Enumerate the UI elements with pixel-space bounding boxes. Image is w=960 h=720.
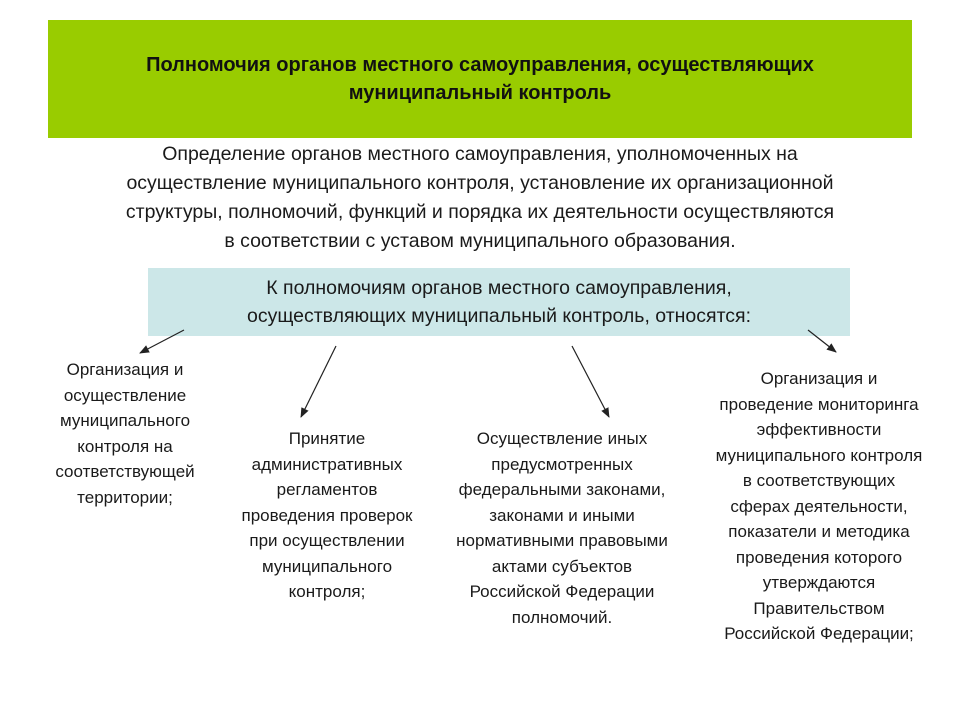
arrow-to-item-3	[572, 346, 609, 417]
title-banner	[48, 20, 912, 138]
slide-title: Полномочия органов местного самоуправления, осуществляющих муниципальный контроль	[146, 54, 814, 104]
definition-paragraph: Определение органов местного самоуправления, уполномоченных на осуществление муниципального контроля, установление их организационной структуры, полномочий, функций и порядка их деятельности осуществляются в соответствии с уставом муниципального образования.	[125, 143, 835, 252]
power-item-other-powers: Осуществление иных предусмотренных федеральными законами, законами и иными нормативными правовыми актами субъектов Российской Федерации полномочий.	[456, 429, 668, 627]
powers-heading-text: К полномочиям органов местного самоуправления, осуществляющих муниципальный контроль, относятся:	[246, 277, 752, 327]
power-item-administrative-regulations: Принятие административных регламентов проведения проверок при осуществлении муниципального контроля;	[241, 429, 413, 601]
power-item-monitoring: Организация и проведение мониторинга эффективности муниципального контроля в соответствующих сферах деятельности, показатели и методика проведения которого утверждаются Правительством Российской Федерации;	[715, 369, 923, 643]
power-item-territory-control: Организация и осуществление муниципального контроля на соответствующей территории;	[55, 360, 195, 507]
arrow-to-item-2	[301, 346, 336, 417]
powers-heading-box	[148, 268, 850, 336]
